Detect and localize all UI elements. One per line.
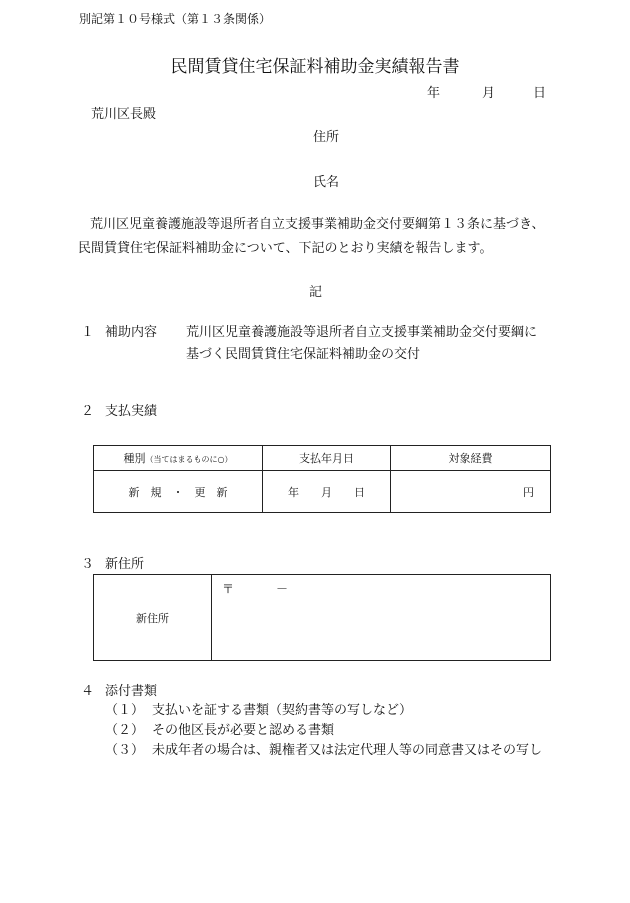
payment-header-date: 支払年月日 bbox=[263, 446, 391, 471]
payment-cost-cell[interactable] bbox=[391, 471, 551, 513]
postal-mark: 〒 bbox=[222, 582, 235, 596]
name-label: 氏名 bbox=[313, 175, 340, 190]
date-year-label: 年 bbox=[427, 86, 441, 101]
date-day-label: 日 bbox=[533, 86, 547, 101]
attachment-1-number: （１） bbox=[105, 703, 145, 718]
attachment-3-text: 未成年者の場合は、親権者又は法定代理人等の同意書又はその写し bbox=[152, 743, 543, 758]
addressee: 荒川区長殿 bbox=[91, 107, 157, 122]
date-month-label: 月 bbox=[482, 86, 496, 101]
payment-header-type-note: （当てはまるものに○） bbox=[145, 455, 233, 464]
new-address-label: 新住所 bbox=[94, 575, 212, 661]
section-3-label: 新住所 bbox=[105, 557, 145, 572]
document-title: 民間賃貸住宅保証料補助金実績報告書 bbox=[170, 57, 460, 77]
payment-date-cell[interactable]: 年 月 日 bbox=[263, 471, 391, 513]
payment-table bbox=[93, 445, 551, 513]
attachment-3-number: （３） bbox=[105, 743, 145, 758]
section-4-number: ４ bbox=[81, 684, 95, 699]
section-2-label: 支払実績 bbox=[105, 404, 158, 419]
section-1-number: １ bbox=[81, 325, 95, 340]
payment-header-cost: 対象経費 bbox=[391, 446, 551, 471]
attachment-1-text: 支払いを証する書類（契約書等の写しなど） bbox=[152, 703, 413, 718]
section-1-text-line-2: 基づく民間賃貸住宅保証料補助金の交付 bbox=[186, 347, 421, 362]
attachment-2-number: （２） bbox=[105, 723, 145, 738]
payment-cost-unit: 円 bbox=[523, 485, 534, 499]
section-3-number: ３ bbox=[81, 557, 95, 572]
body-paragraph-line-1: 荒川区児童養護施設等退所者自立支援事業補助金交付要綱第１３条に基づき、 bbox=[90, 217, 545, 232]
section-2-number: ２ bbox=[81, 404, 95, 419]
ki-mark: 記 bbox=[309, 285, 323, 300]
payment-type-options[interactable]: 新 規 ・ 更 新 bbox=[94, 471, 263, 513]
postal-dash: － bbox=[276, 582, 289, 596]
address-label: 住所 bbox=[313, 130, 340, 145]
section-4-label: 添付書類 bbox=[105, 684, 158, 699]
new-address-table bbox=[93, 574, 551, 661]
new-address-input-cell[interactable] bbox=[212, 575, 551, 661]
payment-header-type: 種別（当てはまるものに○） bbox=[94, 446, 263, 471]
section-1-text-line-1: 荒川区児童養護施設等退所者自立支援事業補助金交付要綱に bbox=[186, 325, 538, 340]
form-label: 別記第１０号様式（第１３条関係） bbox=[79, 12, 272, 26]
body-paragraph-line-2: 民間賃貸住宅保証料補助金について、下記のとおり実績を報告します。 bbox=[78, 241, 493, 256]
attachment-2-text: その他区長が必要と認める書類 bbox=[152, 723, 335, 738]
section-1-label: 補助内容 bbox=[105, 325, 158, 340]
